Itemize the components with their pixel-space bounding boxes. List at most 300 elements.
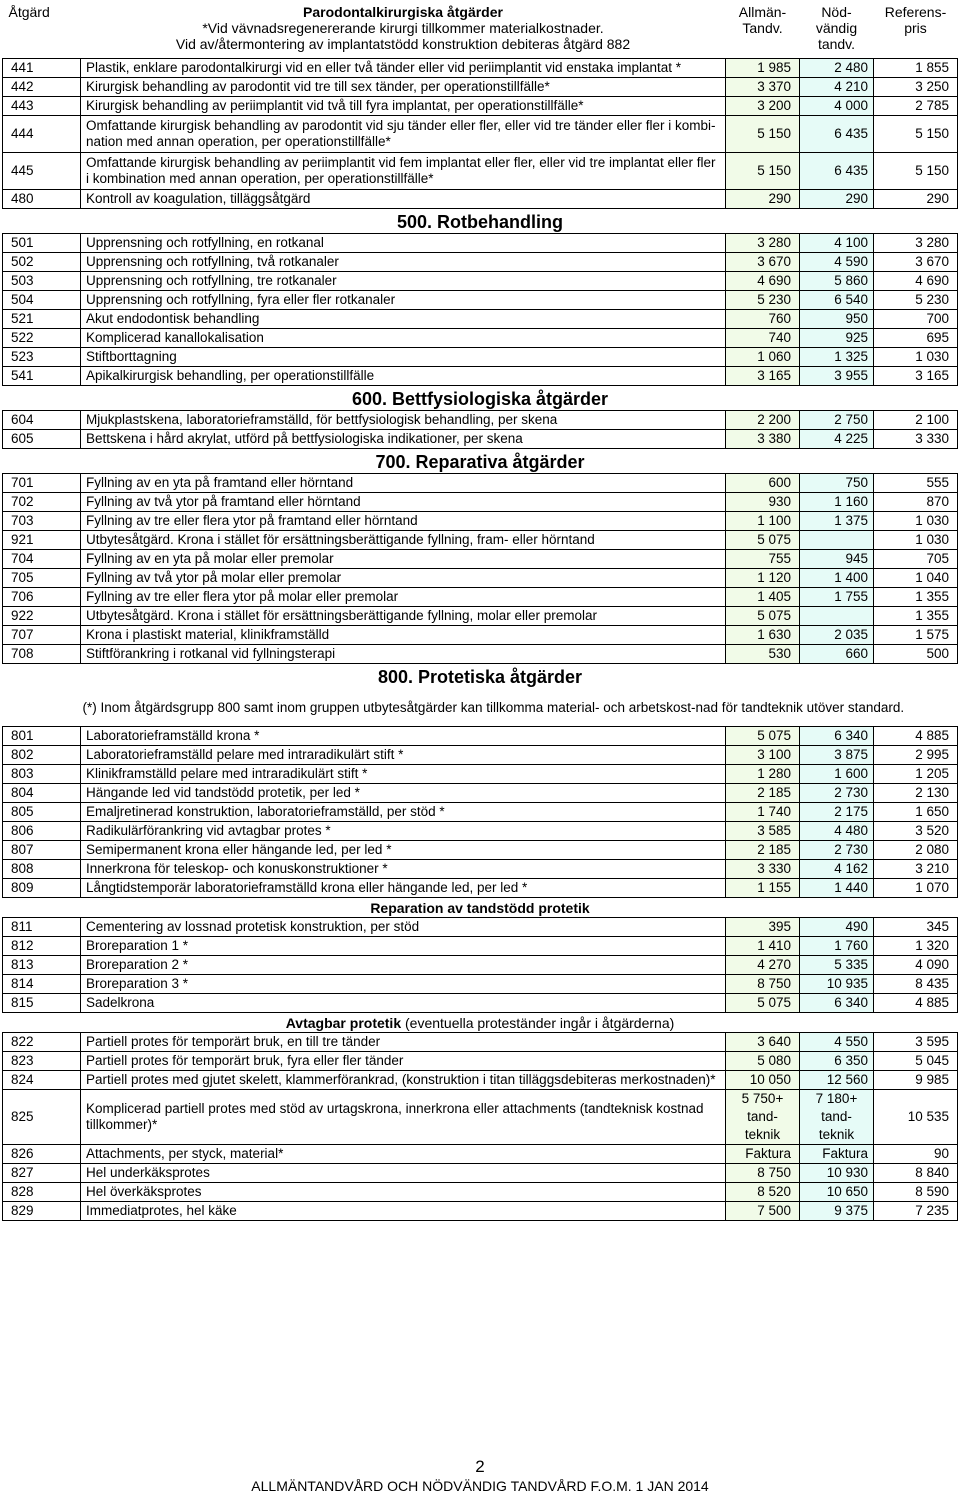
table-row <box>3 860 958 879</box>
row-price-referenspris: 1 355 <box>874 607 958 626</box>
row-code: 829 <box>3 1202 81 1221</box>
row-price-nodvandig: 490 <box>800 918 874 937</box>
row-description: Cementering av lossnad protetisk konstruktion, per stöd <box>81 918 726 937</box>
row-price-nodvandig: 6 350 <box>800 1052 874 1071</box>
row-price-referenspris: 555 <box>874 474 958 493</box>
row-code: 523 <box>3 348 81 367</box>
row-price-allmantandvard: 4 270 <box>726 956 800 975</box>
header-col-referens-line2: pris <box>904 20 927 36</box>
row-price-referenspris: 90 <box>874 1145 958 1164</box>
row-price-nodvandig: 1 755 <box>800 588 874 607</box>
row-code: 701 <box>3 474 81 493</box>
row-price-nodvandig: 4 590 <box>800 253 874 272</box>
row-code: 804 <box>3 784 81 803</box>
row-price-nodvandig: 925 <box>800 329 874 348</box>
row-price-allmantandvard: 1 280 <box>726 765 800 784</box>
row-price-referenspris: 5 230 <box>874 291 958 310</box>
table-row <box>3 1071 958 1090</box>
table-row <box>3 272 958 291</box>
row-description: Partiell protes för temporärt bruk, en till tre tänder <box>81 1033 726 1052</box>
row-price-nodvandig: 950 <box>800 310 874 329</box>
row-price-referenspris: 2 130 <box>874 784 958 803</box>
row-price-referenspris: 1 320 <box>874 937 958 956</box>
row-code: 827 <box>3 1164 81 1183</box>
row-price-nodvandig: 1 400 <box>800 569 874 588</box>
header-code-label: Åtgärd <box>8 4 50 20</box>
table-row <box>3 918 958 937</box>
table-row <box>3 937 958 956</box>
row-description: Broreparation 2 * <box>81 956 726 975</box>
table-row <box>3 879 958 898</box>
row-price-allmantandvard: 3 200 <box>726 97 800 116</box>
row-description: Omfattande kirurgisk behandling av periimplantit vid fem implantat eller fler, eller vid tre implantat eller fler i kombination med annan operation, per operationstillfälle* <box>81 153 726 190</box>
section-heading: 500. Rotbehandling <box>396 212 564 232</box>
row-price-referenspris: 7 235 <box>874 1202 958 1221</box>
row-price-nodvandig: 2 480 <box>800 59 874 78</box>
row-price-allmantandvard: 3 670 <box>726 253 800 272</box>
row-price-nodvandig: 1 600 <box>800 765 874 784</box>
row-price-allmantandvard: 8 750 <box>726 975 800 994</box>
row-description: Upprensning och rotfyllning, fyra eller fler rotkanaler <box>81 291 726 310</box>
table-row <box>3 59 958 78</box>
row-code: 802 <box>3 746 81 765</box>
row-code: 815 <box>3 994 81 1013</box>
row-code: 823 <box>3 1052 81 1071</box>
row-price-nodvandig: 4 480 <box>800 822 874 841</box>
row-price-nodvandig: 4 000 <box>800 97 874 116</box>
row-price-allmantandvard: 1 410 <box>726 937 800 956</box>
row-price-referenspris: 3 595 <box>874 1033 958 1052</box>
table-row <box>3 727 958 746</box>
section-note-row <box>3 688 958 727</box>
row-price-allmantandvard: 395 <box>726 918 800 937</box>
row-price-referenspris: 1 205 <box>874 765 958 784</box>
section-heading-row <box>3 449 958 474</box>
row-price-referenspris: 3 670 <box>874 253 958 272</box>
row-price-referenspris: 2 785 <box>874 97 958 116</box>
row-price-referenspris: 2 100 <box>874 411 958 430</box>
row-price-nodvandig: 4 225 <box>800 430 874 449</box>
section-heading: 800. Protetiska åtgärder <box>377 667 583 687</box>
table-row <box>3 822 958 841</box>
row-price-referenspris: 1 040 <box>874 569 958 588</box>
table-row <box>3 588 958 607</box>
row-price-nodvandig: 5 335 <box>800 956 874 975</box>
row-price-nodvandig: 3 955 <box>800 367 874 386</box>
table-row <box>3 765 958 784</box>
row-price-allmantandvard: 2 185 <box>726 841 800 860</box>
row-price-nodvandig: 4 100 <box>800 234 874 253</box>
row-price-referenspris: 2 995 <box>874 746 958 765</box>
row-price-allmantandvard: 5 150 <box>726 116 800 153</box>
row-price-nodvandig: 750 <box>800 474 874 493</box>
row-price-referenspris: 8 435 <box>874 975 958 994</box>
row-description: Fyllning av tre eller flera ytor på molar eller premolar <box>81 588 726 607</box>
row-price-allmantandvard: 5 075 <box>726 994 800 1013</box>
row-price-referenspris: 3 280 <box>874 234 958 253</box>
row-price-referenspris: 8 590 <box>874 1183 958 1202</box>
header-col-allman-line2: Tandv. <box>742 20 783 36</box>
row-code: 828 <box>3 1183 81 1202</box>
table-row <box>3 1052 958 1071</box>
row-price-allmantandvard: 3 370 <box>726 78 800 97</box>
row-price-nodvandig: 4 550 <box>800 1033 874 1052</box>
header-col-nodvandig-line1: Nöd- <box>821 4 852 20</box>
row-price-nodvandig: 10 935 <box>800 975 874 994</box>
row-price-referenspris: 9 985 <box>874 1071 958 1090</box>
row-price-allmantandvard: 1 740 <box>726 803 800 822</box>
row-code: 922 <box>3 607 81 626</box>
row-code: 805 <box>3 803 81 822</box>
row-price-allmantandvard: 5 075 <box>726 531 800 550</box>
row-price-referenspris: 3 250 <box>874 78 958 97</box>
row-price-allmantandvard: 5 075 <box>726 727 800 746</box>
row-price-allmantandvard: 5 150 <box>726 153 800 190</box>
row-description: Kirurgisk behandling av periimplantit vid två till fyra implantat, per operationstillfälle* <box>81 97 726 116</box>
row-price-nodvandig: 5 860 <box>800 272 874 291</box>
row-description: Upprensning och rotfyllning, två rotkanaler <box>81 253 726 272</box>
row-description: Upprensning och rotfyllning, en rotkanal <box>81 234 726 253</box>
table-row <box>3 190 958 209</box>
row-description: Bettskena i hård akrylat, utförd på bettfysiologiska indikationer, per skena <box>81 430 726 449</box>
row-description: Broreparation 3 * <box>81 975 726 994</box>
row-price-allmantandvard: 5 230 <box>726 291 800 310</box>
row-code: 706 <box>3 588 81 607</box>
row-description: Innerkrona för teleskop- och konuskonstruktioner * <box>81 860 726 879</box>
price-table-body <box>3 4 958 1221</box>
row-price-nodvandig: 6 435 <box>800 116 874 153</box>
header-note-2: Vid av/återmontering av implantatstödd konstruktion debiteras åtgärd 882 <box>175 36 631 52</box>
row-code: 825 <box>3 1090 81 1145</box>
row-price-allmantandvard: 290 <box>726 190 800 209</box>
section-heading-row <box>3 386 958 411</box>
row-price-allmantandvard: 8 750 <box>726 1164 800 1183</box>
subsection-heading <box>3 898 958 918</box>
row-code: 503 <box>3 272 81 291</box>
row-description: Stiftborttagning <box>81 348 726 367</box>
row-code: 702 <box>3 493 81 512</box>
row-price-allmantandvard: 530 <box>726 645 800 664</box>
row-description: Immediatprotes, hel käke <box>81 1202 726 1221</box>
row-price-nodvandig: 4 210 <box>800 78 874 97</box>
table-row <box>3 1183 958 1202</box>
table-row <box>3 803 958 822</box>
row-price-allmantandvard: 5 075 <box>726 607 800 626</box>
row-description: Mjukplastskena, laboratorieframställd, för bettfysiologisk behandling, per skena <box>81 411 726 430</box>
row-price-referenspris: 4 090 <box>874 956 958 975</box>
row-description: Utbytesåtgärd. Krona i stället för ersättningsberättigande fyllning, molar eller premolar <box>81 607 726 626</box>
header-note-1: *Vid vävnadsregenererande kirurgi tillkommer materialkostnader. <box>202 20 604 36</box>
row-code: 708 <box>3 645 81 664</box>
row-description: Hel underkäksprotes <box>81 1164 726 1183</box>
row-code: 801 <box>3 727 81 746</box>
row-description: Fyllning av en yta på framtand eller hörntand <box>81 474 726 493</box>
row-description: Fyllning av två ytor på framtand eller hörntand <box>81 493 726 512</box>
table-row <box>3 569 958 588</box>
row-description: Långtidstemporär laboratorieframställd krona eller hängande led, per led * <box>81 879 726 898</box>
table-row <box>3 626 958 645</box>
row-price-nodvandig <box>800 531 874 550</box>
row-code: 541 <box>3 367 81 386</box>
row-description: Utbytesåtgärd. Krona i stället för ersättningsberättigande fyllning, fram- eller hörntand <box>81 531 726 550</box>
row-description: Kontroll av koagulation, tilläggsåtgärd <box>81 190 726 209</box>
footer-text: ALLMÄNTANDVÅRD OCH NÖDVÄNDIG TANDVÅRD F.O.M. 1 JAN 2014 <box>251 1478 709 1494</box>
row-price-allmantandvard: 5 080 <box>726 1052 800 1071</box>
row-code: 814 <box>3 975 81 994</box>
row-description: Akut endodontisk behandling <box>81 310 726 329</box>
row-code: 806 <box>3 822 81 841</box>
row-description: Komplicerad kanallokalisation <box>81 329 726 348</box>
row-description: Laboratorieframställd krona * <box>81 727 726 746</box>
header-title-cell <box>81 4 726 59</box>
row-price-allmantandvard: Faktura <box>726 1145 800 1164</box>
row-code: 442 <box>3 78 81 97</box>
row-description: Fyllning av två ytor på molar eller premolar <box>81 569 726 588</box>
row-price-referenspris: 3 330 <box>874 430 958 449</box>
row-code: 703 <box>3 512 81 531</box>
row-price-nodvandig: 2 730 <box>800 841 874 860</box>
table-row <box>3 1202 958 1221</box>
row-price-referenspris: 1 030 <box>874 348 958 367</box>
row-price-nodvandig: 945 <box>800 550 874 569</box>
row-price-nodvandig: 2 750 <box>800 411 874 430</box>
row-price-nodvandig: 1 160 <box>800 493 874 512</box>
row-price-nodvandig: 660 <box>800 645 874 664</box>
price-table <box>2 4 958 1221</box>
row-description: Partiell protes för temporärt bruk, fyra eller fler tänder <box>81 1052 726 1071</box>
row-code: 809 <box>3 879 81 898</box>
row-price-nodvandig: 1 760 <box>800 937 874 956</box>
row-price-allmantandvard: 3 165 <box>726 367 800 386</box>
row-description: Fyllning av en yta på molar eller premolar <box>81 550 726 569</box>
row-description: Komplicerad partiell protes med stöd av urtagskrona, innerkrona eller attachments (tandteknisk kostnad tillkommer)* <box>81 1090 726 1145</box>
row-price-allmantandvard: 760 <box>726 310 800 329</box>
row-price-nodvandig: 6 340 <box>800 727 874 746</box>
row-price-allmantandvard: 740 <box>726 329 800 348</box>
row-code: 443 <box>3 97 81 116</box>
row-price-nodvandig: Faktura <box>800 1145 874 1164</box>
row-description: Partiell protes med gjutet skelett, klammerförankrad, (konstruktion i titan tilläggsdebiteras merkostnaden)* <box>81 1071 726 1090</box>
row-price-referenspris: 8 840 <box>874 1164 958 1183</box>
row-description: Krona i plastiskt material, klinikframställd <box>81 626 726 645</box>
row-price-referenspris: 10 535 <box>874 1090 958 1145</box>
table-row <box>3 550 958 569</box>
row-price-referenspris: 3 210 <box>874 860 958 879</box>
row-code: 822 <box>3 1033 81 1052</box>
row-price-referenspris: 4 885 <box>874 994 958 1013</box>
header-col-nodvandig <box>800 4 874 59</box>
table-row <box>3 994 958 1013</box>
row-code: 707 <box>3 626 81 645</box>
subsection-title: Avtagbar protetik <box>285 1014 402 1031</box>
row-price-nodvandig: 10 930 <box>800 1164 874 1183</box>
row-price-allmantandvard: 4 690 <box>726 272 800 291</box>
row-code: 441 <box>3 59 81 78</box>
row-description: Sadelkrona <box>81 994 726 1013</box>
table-row <box>3 784 958 803</box>
row-price-allmantandvard: 3 280 <box>726 234 800 253</box>
row-code: 501 <box>3 234 81 253</box>
row-price-nodvandig: 290 <box>800 190 874 209</box>
row-description: Attachments, per styck, material* <box>81 1145 726 1164</box>
row-price-allmantandvard: 1 405 <box>726 588 800 607</box>
row-description: Klinikframställd pelare med intraradikulärt stift * <box>81 765 726 784</box>
row-price-allmantandvard: 3 640 <box>726 1033 800 1052</box>
row-code: 444 <box>3 116 81 153</box>
row-code: 807 <box>3 841 81 860</box>
table-row <box>3 1033 958 1052</box>
table-row <box>3 291 958 310</box>
row-price-referenspris: 4 885 <box>874 727 958 746</box>
table-header <box>3 4 958 59</box>
row-price-allmantandvard: 8 520 <box>726 1183 800 1202</box>
header-col-referens <box>874 4 958 59</box>
row-price-referenspris: 5 150 <box>874 116 958 153</box>
row-price-allmantandvard: 1 120 <box>726 569 800 588</box>
table-row <box>3 746 958 765</box>
section-heading: 600. Bettfysiologiska åtgärder <box>351 389 609 409</box>
row-code: 480 <box>3 190 81 209</box>
row-price-allmantandvard: 10 050 <box>726 1071 800 1090</box>
header-col-nodvandig-line2: vändig <box>815 20 858 36</box>
row-price-referenspris: 870 <box>874 493 958 512</box>
table-row <box>3 116 958 153</box>
row-description: Apikalkirurgisk behandling, per operationstillfälle <box>81 367 726 386</box>
page-number: 2 <box>475 1457 485 1476</box>
table-row <box>3 474 958 493</box>
row-price-allmantandvard: 3 380 <box>726 430 800 449</box>
row-price-allmantandvard: 2 200 <box>726 411 800 430</box>
row-price-referenspris: 2 080 <box>874 841 958 860</box>
row-price-referenspris: 1 575 <box>874 626 958 645</box>
table-row <box>3 97 958 116</box>
row-description: Hängande led vid tandstödd protetik, per led * <box>81 784 726 803</box>
row-price-nodvandig: 6 340 <box>800 994 874 1013</box>
row-price-allmantandvard: 1 630 <box>726 626 800 645</box>
row-price-nodvandig: 6 540 <box>800 291 874 310</box>
table-row <box>3 411 958 430</box>
row-description: Kirurgisk behandling av parodontit vid tre till sex tänder, per operationstillfälle* <box>81 78 726 97</box>
table-row <box>3 430 958 449</box>
row-price-referenspris: 3 520 <box>874 822 958 841</box>
row-description: Laboratorieframställd pelare med intraradikulärt stift * <box>81 746 726 765</box>
table-row <box>3 1164 958 1183</box>
row-description: Upprensning och rotfyllning, tre rotkanaler <box>81 272 726 291</box>
row-description: Fyllning av tre eller flera ytor på framtand eller hörntand <box>81 512 726 531</box>
row-price-nodvandig: 4 162 <box>800 860 874 879</box>
row-description: Emaljretinerad konstruktion, laboratorieframställd, per stöd * <box>81 803 726 822</box>
subsection-heading <box>3 1013 958 1033</box>
row-price-referenspris: 695 <box>874 329 958 348</box>
row-code: 521 <box>3 310 81 329</box>
table-row <box>3 329 958 348</box>
row-code: 812 <box>3 937 81 956</box>
row-price-referenspris: 705 <box>874 550 958 569</box>
row-price-referenspris: 5 045 <box>874 1052 958 1071</box>
row-description: Radikulärförankring vid avtagbar protes * <box>81 822 726 841</box>
row-code: 445 <box>3 153 81 190</box>
row-price-nodvandig: 6 435 <box>800 153 874 190</box>
section-heading: 700. Reparativa åtgärder <box>375 452 585 472</box>
row-price-referenspris: 500 <box>874 645 958 664</box>
row-price-referenspris: 1 030 <box>874 531 958 550</box>
row-price-nodvandig: 3 875 <box>800 746 874 765</box>
row-price-nodvandig <box>800 607 874 626</box>
section-heading-row <box>3 209 958 234</box>
table-row <box>3 1090 958 1145</box>
row-code: 813 <box>3 956 81 975</box>
table-row <box>3 367 958 386</box>
row-price-allmantandvard: 755 <box>726 550 800 569</box>
row-description: Hel överkäksprotes <box>81 1183 726 1202</box>
row-price-referenspris: 4 690 <box>874 272 958 291</box>
table-row <box>3 956 958 975</box>
row-price-nodvandig: 1 325 <box>800 348 874 367</box>
row-code: 704 <box>3 550 81 569</box>
row-code: 811 <box>3 918 81 937</box>
row-price-referenspris: 5 150 <box>874 153 958 190</box>
subsection-heading-row <box>3 898 958 918</box>
row-description: Stiftförankring i rotkanal vid fyllningsterapi <box>81 645 726 664</box>
row-price-referenspris: 700 <box>874 310 958 329</box>
row-description: Plastik, enklare parodontalkirurgi vid en eller två tänder eller vid periimplantit vid enstaka implantat * <box>81 59 726 78</box>
section-title: Parodontalkirurgiska åtgärder <box>303 4 503 20</box>
table-row <box>3 607 958 626</box>
row-price-allmantandvard: 3 330 <box>726 860 800 879</box>
row-price-nodvandig: 1 375 <box>800 512 874 531</box>
row-price-nodvandig: 1 440 <box>800 879 874 898</box>
row-price-referenspris: 3 165 <box>874 367 958 386</box>
row-price-nodvandig: 2 035 <box>800 626 874 645</box>
row-code: 504 <box>3 291 81 310</box>
row-price-nodvandig: 2 730 <box>800 784 874 803</box>
row-code: 808 <box>3 860 81 879</box>
row-price-allmantandvard: 3 585 <box>726 822 800 841</box>
row-price-allmantandvard: 600 <box>726 474 800 493</box>
table-row <box>3 78 958 97</box>
table-row <box>3 153 958 190</box>
table-row <box>3 1145 958 1164</box>
table-row <box>3 253 958 272</box>
subsection-heading-row <box>3 1013 958 1033</box>
row-code: 824 <box>3 1071 81 1090</box>
table-row <box>3 310 958 329</box>
section-heading-row <box>3 664 958 689</box>
row-code: 522 <box>3 329 81 348</box>
row-price-allmantandvard: 1 155 <box>726 879 800 898</box>
row-price-referenspris: 1 855 <box>874 59 958 78</box>
table-row <box>3 493 958 512</box>
row-price-allmantandvard: 1 060 <box>726 348 800 367</box>
table-row <box>3 531 958 550</box>
row-price-referenspris: 1 030 <box>874 512 958 531</box>
table-row <box>3 975 958 994</box>
row-code: 826 <box>3 1145 81 1164</box>
row-code: 605 <box>3 430 81 449</box>
table-row <box>3 841 958 860</box>
row-price-allmantandvard: 5 750+ tand-teknik <box>726 1090 800 1145</box>
row-price-nodvandig: 2 175 <box>800 803 874 822</box>
row-code: 705 <box>3 569 81 588</box>
row-price-allmantandvard: 2 185 <box>726 784 800 803</box>
subsection-note: (eventuella proteständer ingår i åtgärderna) <box>401 1014 675 1031</box>
table-row <box>3 645 958 664</box>
row-price-nodvandig: 12 560 <box>800 1071 874 1090</box>
table-row <box>3 348 958 367</box>
row-price-allmantandvard: 3 100 <box>726 746 800 765</box>
row-price-referenspris: 290 <box>874 190 958 209</box>
header-col-referens-line1: Referens- <box>884 4 947 20</box>
